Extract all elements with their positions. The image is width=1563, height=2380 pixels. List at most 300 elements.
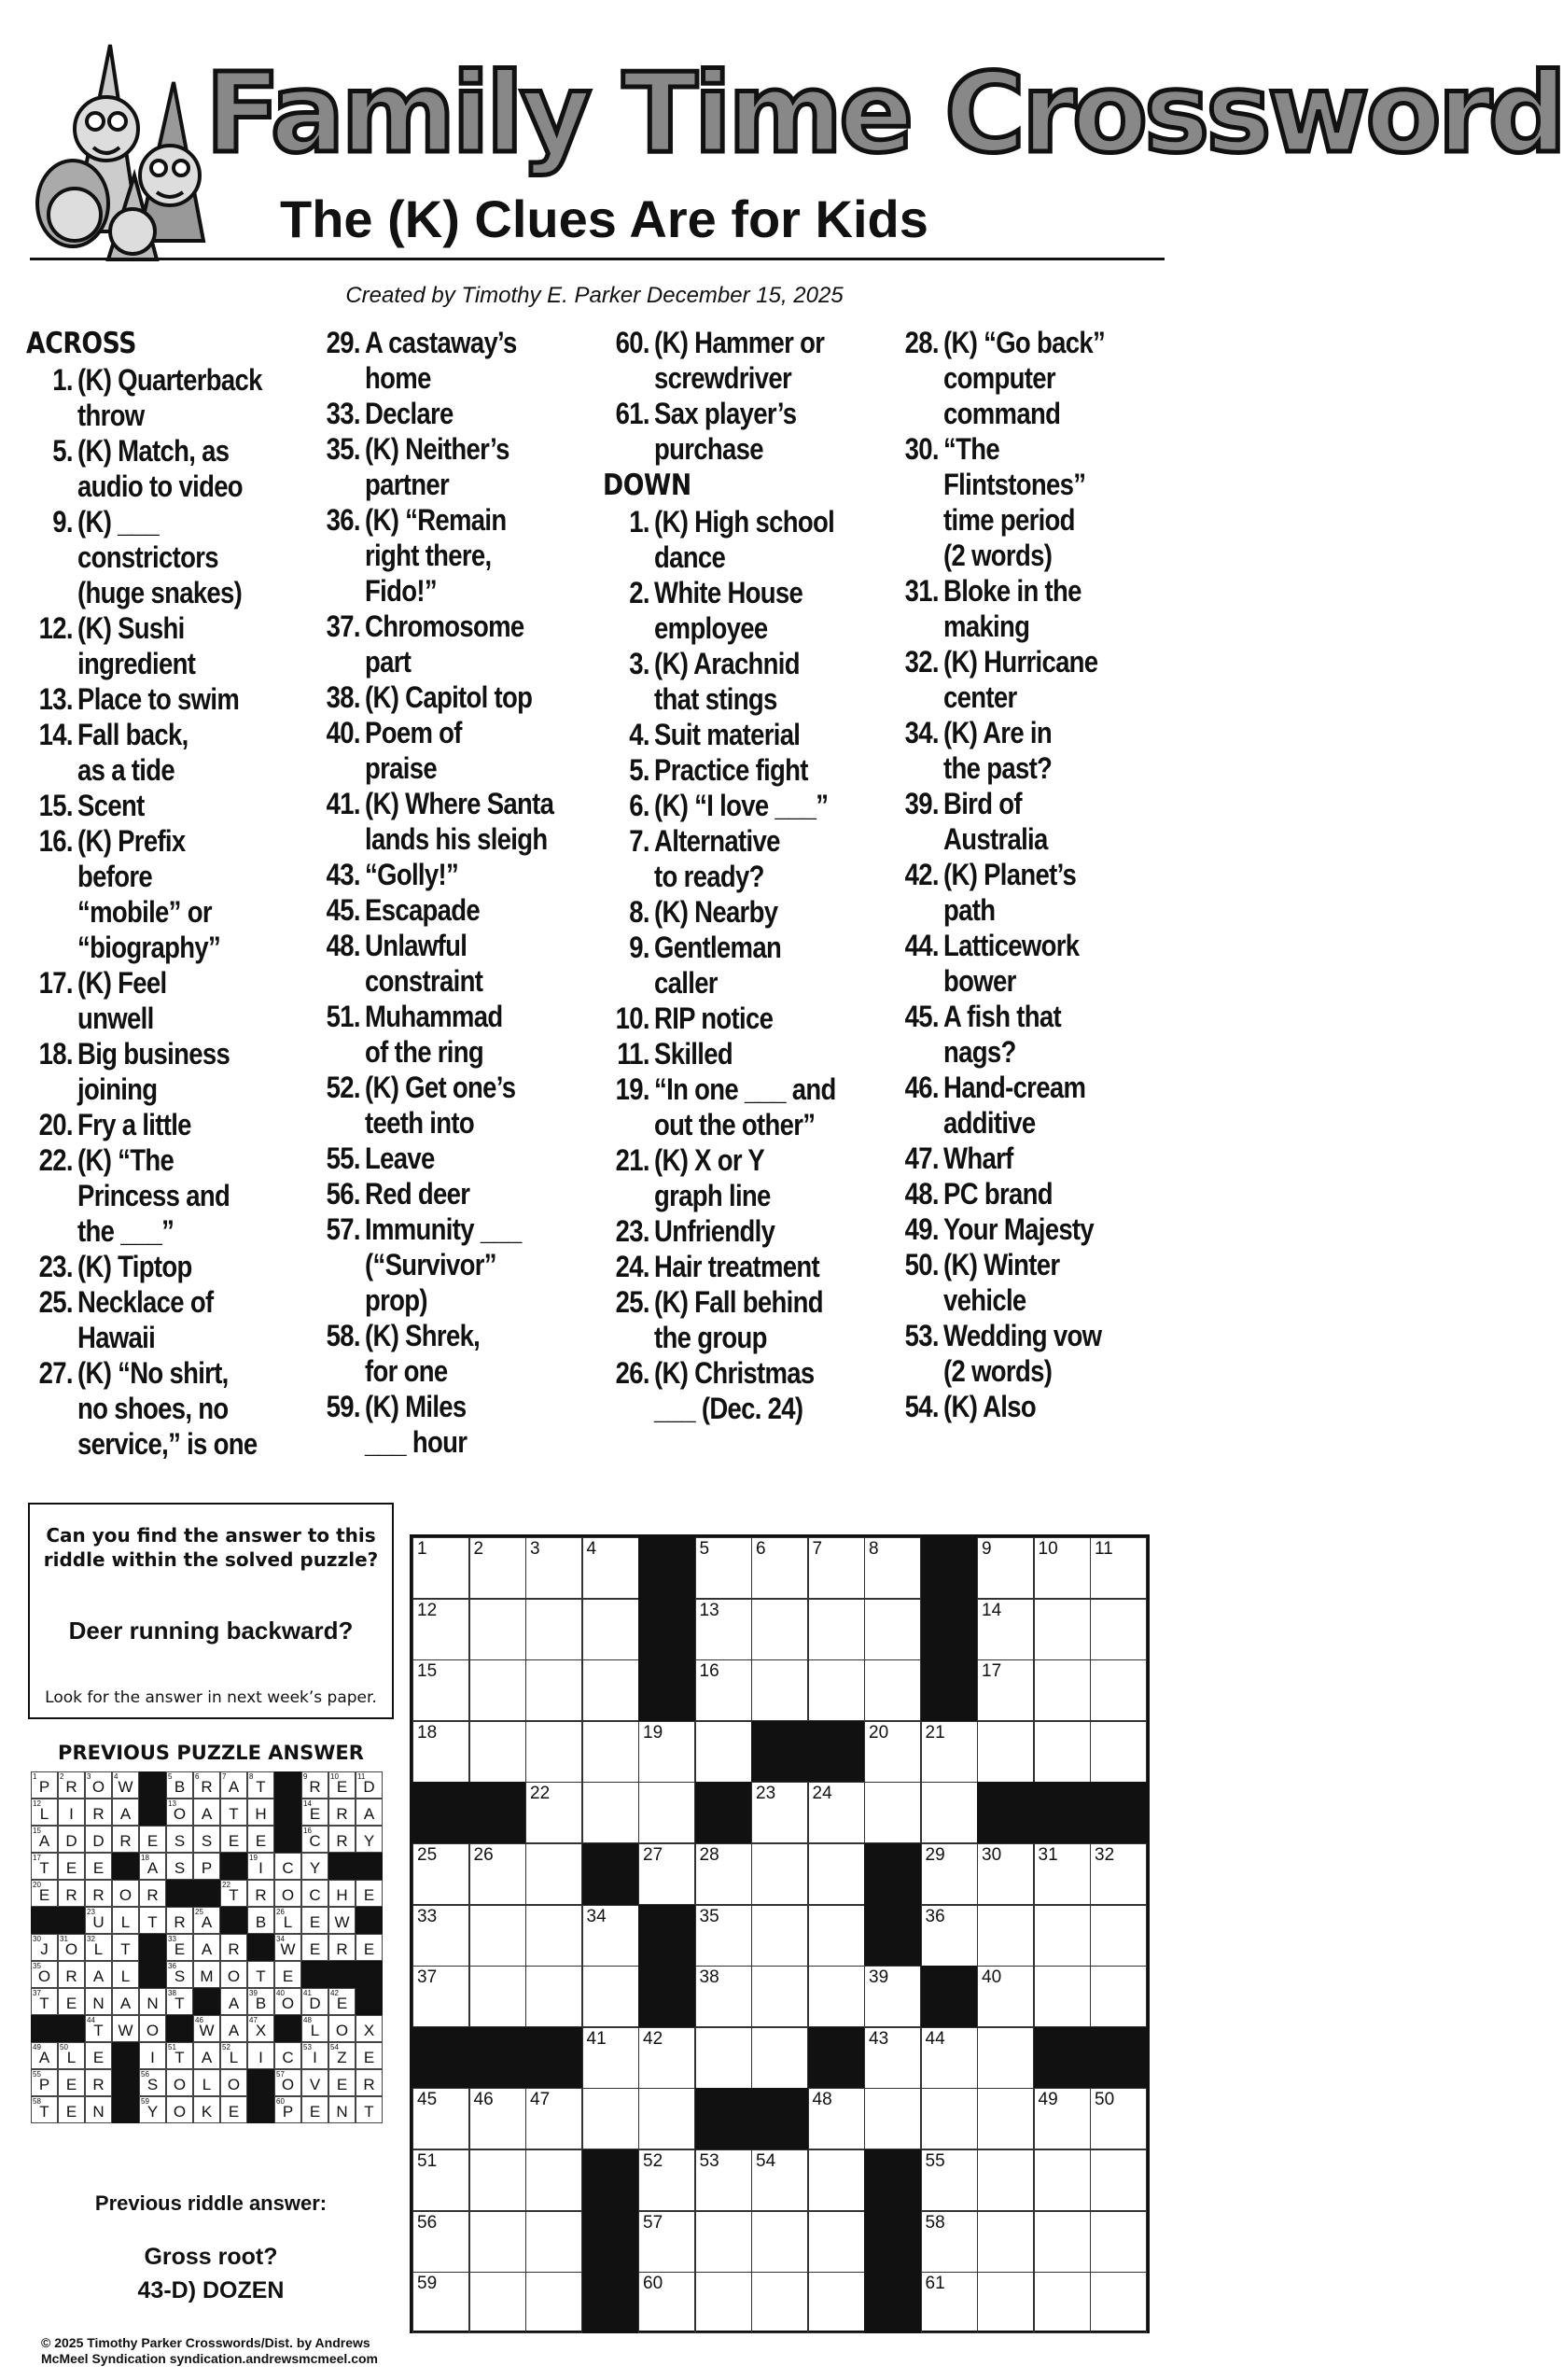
previous-cell-letter: L <box>310 2022 320 2039</box>
grid-cell[interactable] <box>695 1843 752 1905</box>
previous-cell-number: 4 <box>114 1772 119 1781</box>
grid-cell[interactable] <box>582 2027 639 2089</box>
grid-cell[interactable] <box>921 1721 978 1783</box>
previous-grid-cell <box>31 1934 58 1961</box>
previous-cell-letter: R <box>92 1805 105 1823</box>
grid-cell[interactable] <box>412 1966 469 2027</box>
previous-cell-letter: I <box>258 1859 263 1877</box>
grid-cell[interactable] <box>638 1843 695 1905</box>
grid-cell[interactable] <box>1034 1905 1091 1967</box>
grid-cell[interactable] <box>751 1966 808 2027</box>
grid-cell[interactable] <box>808 1659 865 1721</box>
grid-cell[interactable] <box>638 2027 695 2089</box>
grid-cell[interactable] <box>977 1843 1034 1905</box>
grid-cell[interactable] <box>582 1905 639 1967</box>
previous-cell-letter: R <box>255 1886 267 1904</box>
previous-cell-letter: S <box>174 1832 186 1850</box>
clue-number: 35. <box>326 432 360 466</box>
clue-text: Wedding vow (2 words) <box>943 1319 1102 1388</box>
previous-grid-block <box>139 1961 166 1988</box>
previous-grid-block <box>247 2096 274 2123</box>
grid-cell[interactable] <box>864 1721 921 1783</box>
grid-cell[interactable] <box>977 2149 1034 2211</box>
previous-grid-cell <box>31 1988 58 2015</box>
grid-block <box>582 2149 639 2211</box>
grid-cell[interactable] <box>751 1659 808 1721</box>
grid-cell[interactable] <box>864 2027 921 2089</box>
clue-number: 55. <box>326 1141 360 1175</box>
grid-cell[interactable] <box>412 1905 469 1967</box>
grid-cell[interactable] <box>469 2088 526 2149</box>
previous-cell-letter: Y <box>309 1859 321 1877</box>
grid-block <box>469 2027 526 2089</box>
grid-cell[interactable] <box>864 1537 921 1599</box>
previous-grid-cell <box>193 1961 220 1988</box>
previous-cell-letter: T <box>229 1886 239 1904</box>
grid-cell-number: 33 <box>417 1906 438 1926</box>
grid-cell[interactable] <box>469 1905 526 1967</box>
previous-grid-cell <box>166 1771 193 1799</box>
previous-cell-letter: T <box>364 2103 374 2121</box>
grid-cell[interactable] <box>808 1905 865 1967</box>
clue-text: RIP notice <box>654 1001 774 1035</box>
grid-cell[interactable] <box>977 2027 1034 2089</box>
grid-cell[interactable] <box>695 2211 752 2273</box>
previous-grid-cell <box>301 1853 328 1880</box>
clue-number: 56. <box>326 1177 360 1211</box>
grid-cell[interactable] <box>808 2211 865 2273</box>
grid-cell[interactable] <box>1034 1721 1091 1783</box>
previous-grid-cell <box>58 1799 85 1826</box>
previous-cell-letter: R <box>65 1967 77 1985</box>
previous-grid-block <box>274 1826 301 1853</box>
previous-grid-block <box>274 1771 301 1799</box>
grid-cell[interactable] <box>638 2088 695 2149</box>
across-clue <box>26 1107 291 1142</box>
previous-grid-cell <box>274 2042 301 2069</box>
down-clue <box>892 1211 1165 1247</box>
grid-cell[interactable] <box>1090 2088 1147 2149</box>
across-clue <box>26 788 291 823</box>
grid-cell[interactable] <box>469 2149 526 2211</box>
grid-cell[interactable] <box>695 1659 752 1721</box>
grid-cell[interactable] <box>751 1782 808 1843</box>
grid-cell[interactable] <box>469 1659 526 1721</box>
grid-cell[interactable] <box>469 1843 526 1905</box>
clue-column-1 <box>26 325 291 1462</box>
clue-text: White House employee <box>654 576 803 645</box>
grid-cell[interactable] <box>1090 2149 1147 2211</box>
grid-cell[interactable] <box>695 1966 752 2027</box>
previous-cell-letter: J <box>40 1940 49 1958</box>
previous-grid-cell <box>220 1988 247 2015</box>
grid-cell-number: 56 <box>417 2212 438 2233</box>
grid-block <box>808 1721 865 1783</box>
across-clue <box>314 1211 586 1318</box>
grid-cell[interactable] <box>921 2272 978 2333</box>
clue-number: 26. <box>615 1356 649 1390</box>
previous-grid-cell <box>247 1988 274 2015</box>
grid-cell-number: 8 <box>869 1539 879 1559</box>
grid-cell-number: 54 <box>756 2151 776 2171</box>
grid-cell[interactable] <box>751 1599 808 1660</box>
across-clue <box>314 928 586 999</box>
grid-cell[interactable] <box>808 2088 865 2149</box>
previous-cell-letter: N <box>92 2103 105 2121</box>
previous-grid-block <box>112 2042 139 2069</box>
previous-grid-cell <box>139 2042 166 2069</box>
clue-text: Latticework bower <box>943 929 1080 998</box>
previous-grid-cell <box>139 1826 166 1853</box>
grid-cell[interactable] <box>1090 2272 1147 2333</box>
previous-cell-letter: R <box>363 2076 375 2093</box>
grid-cell-number: 24 <box>812 1784 832 1804</box>
clue-number: 50. <box>904 1248 939 1281</box>
previous-cell-number: 57 <box>276 2070 285 2079</box>
previous-grid-cell <box>85 1988 112 2015</box>
previous-cell-letter: E <box>309 1805 321 1823</box>
clue-text: Fry a little <box>77 1108 191 1141</box>
grid-cell[interactable] <box>469 1599 526 1660</box>
grid-cell[interactable] <box>525 2272 582 2333</box>
previous-cell-letter: E <box>65 1859 77 1877</box>
grid-cell[interactable] <box>582 2088 639 2149</box>
grid-cell[interactable] <box>921 2149 978 2211</box>
grid-cell[interactable] <box>864 1599 921 1660</box>
grid-cell[interactable] <box>751 2027 808 2089</box>
previous-cell-number: 37 <box>33 1989 41 1997</box>
clue-text: (K) Nearby <box>654 895 778 929</box>
grid-block <box>921 1966 978 2027</box>
grid-block <box>638 1966 695 2027</box>
grid-cell[interactable] <box>469 1537 526 1599</box>
grid-cell[interactable] <box>412 2149 469 2211</box>
grid-cell[interactable] <box>1090 1599 1147 1660</box>
previous-grid-cell <box>247 1853 274 1880</box>
previous-cell-letter: O <box>119 1886 133 1904</box>
previous-cell-letter: W <box>280 1940 296 1958</box>
across-clue <box>26 362 291 433</box>
across-clue <box>26 433 291 504</box>
grid-cell[interactable] <box>638 1782 695 1843</box>
previous-cell-letter: T <box>39 1859 49 1877</box>
down-clue <box>892 431 1165 573</box>
grid-cell[interactable] <box>525 1905 582 1967</box>
grid-cell[interactable] <box>977 1537 1034 1599</box>
grid-cell[interactable] <box>582 1966 639 2027</box>
grid-cell[interactable] <box>1034 1537 1091 1599</box>
grid-block <box>582 1843 639 1905</box>
grid-cell-number: 44 <box>925 2028 945 2049</box>
grid-cell[interactable] <box>469 1721 526 1783</box>
grid-cell[interactable] <box>1034 2211 1091 2273</box>
grid-cell-number: 12 <box>417 1600 438 1620</box>
previous-cell-letter: A <box>228 1995 240 2012</box>
clue-number: 27. <box>38 1356 73 1390</box>
grid-cell[interactable] <box>808 1537 865 1599</box>
previous-cell-letter: R <box>201 1778 213 1796</box>
clue-number: 4. <box>629 718 649 751</box>
grid-cell[interactable] <box>582 1599 639 1660</box>
previous-grid-cell <box>220 1961 247 1988</box>
down-clue <box>603 504 875 575</box>
clue-text: Skilled <box>654 1037 733 1071</box>
grid-cell[interactable] <box>582 1721 639 1783</box>
grid-cell[interactable] <box>751 1537 808 1599</box>
clue-text: Muhammad of the ring <box>365 1000 503 1069</box>
grid-cell[interactable] <box>921 2211 978 2273</box>
grid-cell[interactable] <box>921 2088 978 2149</box>
grid-cell[interactable] <box>525 2149 582 2211</box>
down-clue <box>603 752 875 788</box>
grid-cell[interactable] <box>695 1599 752 1660</box>
previous-grid-block <box>31 1907 58 1934</box>
clue-text: (K) Tiptop <box>77 1250 192 1283</box>
grid-cell[interactable] <box>412 1721 469 1783</box>
previous-cell-number: 17 <box>33 1854 41 1862</box>
clue-text: (K) Hammer or screwdriver <box>654 326 825 395</box>
grid-cell[interactable] <box>808 2272 865 2333</box>
previous-grid-block <box>274 2015 301 2042</box>
grid-block <box>1090 1782 1147 1843</box>
grid-cell[interactable] <box>582 1782 639 1843</box>
grid-cell[interactable] <box>1090 1966 1147 2027</box>
grid-cell[interactable] <box>412 2272 469 2333</box>
grid-cell-number: 31 <box>1038 1845 1058 1865</box>
grid-cell[interactable] <box>808 1843 865 1905</box>
grid-cell[interactable] <box>469 2272 526 2333</box>
across-clue <box>314 431 586 502</box>
grid-cell-number: 5 <box>699 1539 710 1559</box>
previous-grid-cell <box>301 2042 328 2069</box>
previous-grid-block <box>301 1961 328 1988</box>
clue-number: 24. <box>615 1250 649 1283</box>
clue-text: Big business joining <box>77 1037 230 1106</box>
previous-grid-cell <box>220 1826 247 1853</box>
grid-cell[interactable] <box>1090 2211 1147 2273</box>
previous-cell-letter: E <box>65 2103 77 2121</box>
grid-cell[interactable] <box>751 2272 808 2333</box>
grid-cell[interactable] <box>469 2211 526 2273</box>
previous-grid-cell <box>193 2015 220 2042</box>
grid-cell[interactable] <box>695 1721 752 1783</box>
grid-cell-number: 55 <box>925 2151 945 2171</box>
grid-cell[interactable] <box>638 2272 695 2333</box>
clue-number: 23. <box>615 1214 649 1248</box>
previous-cell-letter: I <box>69 1805 74 1823</box>
grid-cell-number: 28 <box>699 1845 719 1865</box>
across-clue <box>26 1284 291 1355</box>
grid-cell[interactable] <box>977 1966 1034 2027</box>
grid-cell[interactable] <box>977 2211 1034 2273</box>
previous-cell-number: 15 <box>33 1827 41 1835</box>
grid-cell[interactable] <box>469 1966 526 2027</box>
grid-cell[interactable] <box>1034 1659 1091 1721</box>
previous-cell-number: 10 <box>330 1772 339 1781</box>
riddle-text: Deer running backward? <box>68 1617 354 1645</box>
previous-grid-cell <box>274 1880 301 1907</box>
previous-grid-cell <box>166 1988 193 2015</box>
grid-cell[interactable] <box>1034 2272 1091 2333</box>
clue-text: (K) Also <box>943 1390 1037 1423</box>
grid-block <box>921 1659 978 1721</box>
previous-grid-cell <box>193 1826 220 1853</box>
clue-number: 14. <box>38 718 73 751</box>
grid-cell[interactable] <box>864 1782 921 1843</box>
clue-number: 49. <box>904 1212 939 1246</box>
grid-cell[interactable] <box>1034 2149 1091 2211</box>
grid-cell[interactable] <box>808 2149 865 2211</box>
previous-grid-cell <box>328 2096 356 2123</box>
clue-text: (K) Christmas ___ (Dec. 24) <box>654 1356 815 1425</box>
grid-cell[interactable] <box>695 2027 752 2089</box>
previous-cell-number: 6 <box>195 1772 200 1781</box>
clue-number: 38. <box>326 680 360 714</box>
previous-grid-block <box>274 1799 301 1826</box>
riddle-note: Look for the answer in next week’s paper. <box>45 1688 377 1707</box>
grid-cell[interactable] <box>525 1782 582 1843</box>
grid-cell[interactable] <box>412 1843 469 1905</box>
previous-puzzle-label: PREVIOUS PUZZLE ANSWER <box>58 1742 364 1764</box>
previous-cell-letter: Z <box>337 2049 347 2066</box>
grid-cell[interactable] <box>751 1843 808 1905</box>
previous-grid-cell <box>356 1934 383 1961</box>
previous-cell-letter: A <box>119 1995 132 2012</box>
previous-cell-letter: P <box>38 2076 50 2093</box>
grid-cell[interactable] <box>1090 1537 1147 1599</box>
grid-cell[interactable] <box>525 1599 582 1660</box>
grid-cell[interactable] <box>921 1905 978 1967</box>
grid-cell[interactable] <box>582 1659 639 1721</box>
grid-cell[interactable] <box>638 1721 695 1783</box>
grid-cell[interactable] <box>864 2088 921 2149</box>
previous-cell-number: 56 <box>141 2070 149 2079</box>
previous-cell-letter: E <box>228 2103 240 2121</box>
previous-cell-number: 23 <box>87 1908 95 1916</box>
across-clue <box>26 965 291 1036</box>
previous-cell-letter: T <box>256 1967 266 1985</box>
previous-cell-letter: P <box>38 1778 50 1796</box>
grid-cell[interactable] <box>977 1721 1034 1783</box>
clue-text: Immunity ___ (“Survivor” prop) <box>365 1212 522 1317</box>
down-clue <box>892 857 1165 928</box>
grid-cell[interactable] <box>525 2088 582 2149</box>
previous-grid-block <box>356 1907 383 1934</box>
grid-cell[interactable] <box>1090 1905 1147 1967</box>
previous-grid-cell <box>58 1771 85 1799</box>
clue-text: (K) Quarterback throw <box>77 363 262 432</box>
grid-cell[interactable] <box>695 1905 752 1967</box>
grid-block <box>921 1537 978 1599</box>
grid-cell[interactable] <box>977 1659 1034 1721</box>
grid-cell[interactable] <box>1034 2088 1091 2149</box>
grid-cell[interactable] <box>412 1537 469 1599</box>
grid-cell[interactable] <box>638 2211 695 2273</box>
grid-cell[interactable] <box>695 2272 752 2333</box>
grid-cell[interactable] <box>525 1843 582 1905</box>
grid-cell[interactable] <box>638 2149 695 2211</box>
clue-number: 21. <box>615 1143 649 1177</box>
grid-cell[interactable] <box>808 1966 865 2027</box>
grid-cell[interactable] <box>412 2211 469 2273</box>
grid-cell[interactable] <box>1090 1721 1147 1783</box>
previous-cell-letter: V <box>309 2076 321 2093</box>
grid-cell-number: 61 <box>925 2274 945 2294</box>
clue-number: 12. <box>38 611 73 645</box>
previous-cell-number: 40 <box>276 1989 285 1997</box>
previous-grid-cell <box>328 1771 356 1799</box>
previous-grid-cell <box>166 2096 193 2123</box>
previous-cell-letter: R <box>147 1886 159 1904</box>
grid-cell[interactable] <box>412 1599 469 1660</box>
grid-cell[interactable] <box>977 2272 1034 2333</box>
grid-cell[interactable] <box>1034 1599 1091 1660</box>
grid-cell[interactable] <box>695 1537 752 1599</box>
previous-grid-cell <box>31 1961 58 1988</box>
grid-cell[interactable] <box>977 1599 1034 1660</box>
riddle-box <box>28 1503 394 1719</box>
grid-cell[interactable] <box>1090 1843 1147 1905</box>
grid-cell[interactable] <box>525 1537 582 1599</box>
clue-number: 16. <box>38 824 73 858</box>
grid-cell[interactable] <box>1090 1659 1147 1721</box>
clue-number: 6. <box>629 789 649 822</box>
grid-cell[interactable] <box>751 2149 808 2211</box>
grid-cell[interactable] <box>1034 1966 1091 2027</box>
grid-cell[interactable] <box>695 2149 752 2211</box>
previous-grid-cell <box>301 2096 328 2123</box>
previous-grid-cell <box>193 1799 220 1826</box>
clue-text: Gentleman caller <box>654 931 782 1000</box>
grid-cell[interactable] <box>751 2211 808 2273</box>
grid-cell[interactable] <box>808 1599 865 1660</box>
previous-cell-letter: T <box>229 1805 239 1823</box>
grid-cell[interactable] <box>864 1659 921 1721</box>
grid-cell[interactable] <box>412 1659 469 1721</box>
grid-cell[interactable] <box>921 2027 978 2089</box>
grid-cell-number: 10 <box>1038 1539 1058 1559</box>
grid-cell[interactable] <box>525 1659 582 1721</box>
previous-grid-block <box>58 1907 85 1934</box>
previous-cell-letter: C <box>309 1832 321 1850</box>
clue-number: 54. <box>904 1390 939 1423</box>
grid-cell[interactable] <box>921 1843 978 1905</box>
grid-cell[interactable] <box>1034 1843 1091 1905</box>
grid-cell[interactable] <box>525 1721 582 1783</box>
previous-grid-block <box>139 1771 166 1799</box>
previous-cell-number: 51 <box>168 2043 176 2051</box>
grid-cell[interactable] <box>525 1966 582 2027</box>
clue-text: (K) “The Princess and the ___” <box>77 1143 230 1248</box>
clue-number: 7. <box>629 824 649 858</box>
grid-cell[interactable] <box>977 2088 1034 2149</box>
grid-cell[interactable] <box>525 2211 582 2273</box>
grid-cell[interactable] <box>864 1966 921 2027</box>
grid-cell[interactable] <box>751 1905 808 1967</box>
previous-cell-letter: P <box>201 1859 213 1877</box>
grid-cell-number: 13 <box>699 1600 719 1620</box>
grid-cell[interactable] <box>582 1537 639 1599</box>
previous-cell-letter: E <box>363 2049 375 2066</box>
clue-number: 30. <box>904 432 939 466</box>
clue-text: Declare <box>365 397 454 430</box>
previous-grid-block <box>166 1880 193 1907</box>
grid-cell[interactable] <box>921 1782 978 1843</box>
grid-cell[interactable] <box>808 1782 865 1843</box>
previous-cell-letter: T <box>174 2049 185 2066</box>
grid-cell[interactable] <box>412 2088 469 2149</box>
grid-cell[interactable] <box>977 1905 1034 1967</box>
